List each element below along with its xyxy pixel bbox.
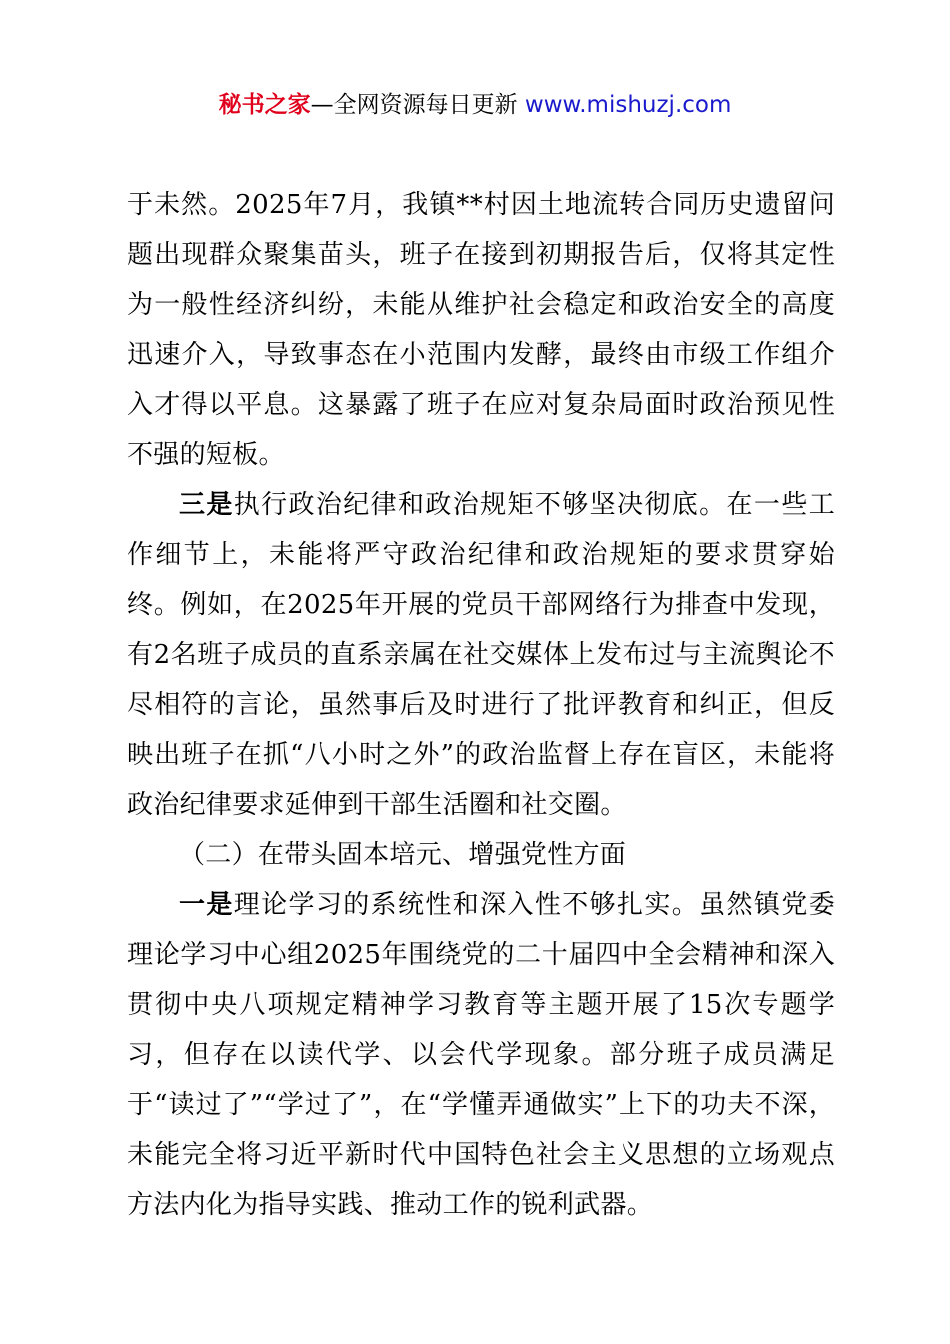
page-header [0,88,950,122]
paragraph-text: 于未然。2025年7月，我镇**村因土地流转合同历史遗留问题出现群众聚集苗头，班子在接到初期报告后，仅将其定性为一般性经济纠纷，未能从维护社会稳定和政治安全的高度迅速介入，导致事态在小范围内发酵，最终由市级工作组介入才得以平息。这暴露了班子在应对复杂局面时政治预见性不强的短板。 [127,190,835,470]
paragraph-lead: 一是 [179,890,234,920]
paragraph-continued [127,180,835,480]
section-heading-text: （二）在带头固本培元、增强党性方面 [179,840,627,870]
header-slogan: —全网资源每日更新 [310,92,525,118]
paragraph-point-three [127,480,835,830]
section-heading [127,830,835,880]
paragraph-point-one [127,880,835,1230]
header-url-link[interactable]: www.mishuzj.com [524,92,732,118]
paragraph-lead: 三是 [179,490,234,520]
paragraph-text: 理论学习的系统性和深入性不够扎实。虽然镇党委理论学习中心组2025年围绕党的二十届四中全会精神和深入贯彻中央八项规定精神学习教育等主题开展了15次专题学习，但存在以读代学、以会代学现象。部分班子成员满足于“读过了”“学过了”，在“学懂弄通做实”上下的功夫不深，未能完全将习近平新时代中国特色社会主义思想的立场观点方法内化为指导实践、推动工作的锐利武器。 [127,890,835,1220]
header-brand: 秘书之家 [218,92,311,118]
paragraph-text: 执行政治纪律和政治规矩不够坚决彻底。在一些工作细节上，未能将严守政治纪律和政治规矩的要求贯穿始终。例如，在2025年开展的党员干部网络行为排查中发现，有2名班子成员的直系亲属在社交媒体上发布过与主流舆论不尽相符的言论，虽然事后及时进行了批评教育和纠正，但反映出班子在抓“八小时之外”的政治监督上存在盲区，未能将政治纪律要求延伸到干部生活圈和社交圈。 [127,490,835,820]
document-body [127,180,835,1230]
